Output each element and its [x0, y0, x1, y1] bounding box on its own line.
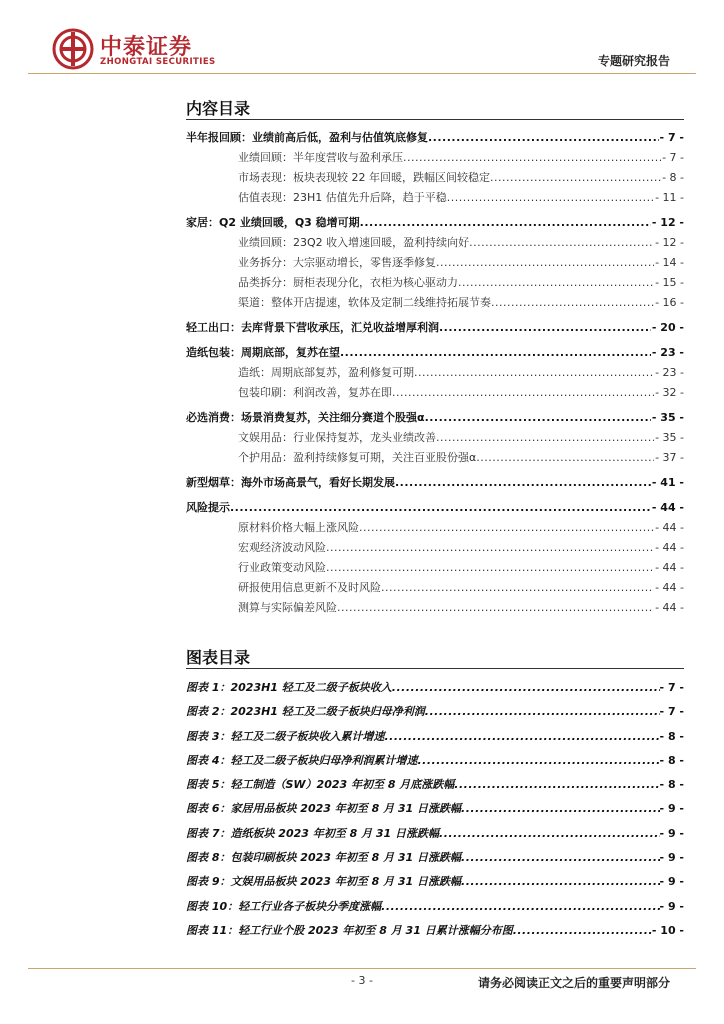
toc-section-entry[interactable]	[186, 473, 684, 493]
toc-entry-page: - 23 -	[651, 346, 684, 359]
figure-entry-page: - 8 -	[659, 778, 684, 792]
toc-leader-dots	[326, 558, 654, 578]
toc-entry-label: 造纸：周期底部复苏，盈利修复可期	[238, 366, 414, 379]
toc-leader-dots	[395, 473, 651, 493]
toc-entry-label: 品类拆分：厨柜表现分化，衣柜为核心驱动力	[238, 276, 458, 289]
toc-leader-dots	[469, 233, 654, 253]
toc-leader-dots	[392, 383, 654, 403]
toc-leader-dots	[428, 128, 659, 148]
toc-entry-page: - 44 -	[655, 581, 684, 594]
toc-section-entry[interactable]	[186, 498, 684, 518]
figure-entry-label: 图表 1：2023H1 轻工及二级子板块收入	[186, 681, 392, 694]
toc-entry-page: - 15 -	[655, 276, 684, 289]
toc-entry-page: - 11 -	[655, 191, 684, 204]
toc-subsection-entry[interactable]	[186, 598, 684, 618]
toc-entry-page: - 7 -	[659, 131, 684, 144]
figure-entry[interactable]	[186, 822, 684, 846]
figure-leader-dots	[454, 773, 659, 797]
page-number: - 3 -	[351, 974, 373, 987]
toc-subsection-entry[interactable]	[186, 233, 684, 253]
toc-entry-page: - 44 -	[651, 501, 684, 514]
toc-leader-dots	[436, 428, 654, 448]
brand-name-cn: 中泰证券	[100, 35, 193, 60]
figure-entry[interactable]	[186, 797, 684, 821]
figure-entry-page: - 8 -	[659, 729, 684, 743]
figure-entry-page: - 8 -	[659, 753, 684, 767]
toc-entry-page: - 44 -	[655, 561, 684, 574]
figure-entry-page: - 9 -	[659, 826, 684, 840]
figures-list	[186, 676, 684, 943]
figure-entry[interactable]	[186, 700, 684, 724]
figure-entry-label: 图表 2：2023H1 轻工及二级子板块归母净利润	[186, 705, 425, 719]
figure-entry-label: 图表 6：家居用品板块 2023 年初至 8 月 31 日涨跌幅	[186, 802, 462, 816]
toc-leader-dots	[359, 518, 654, 538]
toc-entry-label: 研报使用信息更新不及时风险	[238, 581, 381, 594]
toc-subsection-entry[interactable]	[186, 518, 684, 538]
toc-entry-label: 家居：Q2 业绩回暖，Q3 稳增可期	[186, 216, 360, 229]
toc-entry-label: 行业政策变动风险	[238, 561, 326, 574]
figure-entry-page: - 9 -	[659, 875, 684, 889]
figure-entry-page: - 10 -	[651, 923, 684, 937]
toc-leader-dots	[414, 363, 654, 383]
toc-leader-dots	[458, 273, 654, 293]
figure-entry[interactable]	[186, 895, 684, 919]
toc-leader-dots	[476, 448, 654, 468]
figure-leader-dots	[461, 797, 660, 821]
toc-entry-page: - 12 -	[651, 216, 684, 229]
figure-entry-label: 图表 9：文娱用品板块 2023 年初至 8 月 31 日涨跌幅	[186, 875, 462, 889]
figures-title-rule	[186, 668, 684, 669]
toc-subsection-entry[interactable]	[186, 383, 684, 403]
toc-subsection-entry[interactable]	[186, 428, 684, 448]
figure-leader-dots	[461, 870, 660, 894]
toc-entry-label: 半年报回顾：业绩前高后低，盈利与估值筑底修复	[186, 131, 428, 144]
toc-subsection-entry[interactable]	[186, 448, 684, 468]
toc-leader-dots	[326, 538, 654, 558]
figure-leader-dots	[439, 822, 660, 846]
toc-subsection-entry[interactable]	[186, 253, 684, 273]
toc-entry-label: 新型烟草：海外市场高景气，看好长期发展	[186, 476, 395, 489]
toc-leader-dots	[381, 578, 654, 598]
toc-section-entry[interactable]	[186, 128, 684, 148]
figure-entry[interactable]	[186, 919, 684, 943]
figure-entry-page: - 9 -	[659, 851, 684, 865]
toc-entry-label: 业绩回顾：半年度营收与盈利承压	[238, 151, 403, 164]
toc-entry-label: 原材料价格大幅上涨风险	[238, 521, 359, 534]
toc-entry-label: 包装印刷：利润改善，复苏在即	[238, 386, 392, 399]
toc-entry-page: - 35 -	[655, 431, 684, 444]
contents-list	[186, 128, 684, 618]
toc-leader-dots	[340, 343, 651, 363]
figure-entry-label: 图表 8：包装印刷板块 2023 年初至 8 月 31 日涨跌幅	[186, 851, 462, 865]
toc-entry-page: - 37 -	[655, 451, 684, 464]
toc-entry-page: - 7 -	[662, 151, 684, 164]
toc-subsection-entry[interactable]	[186, 293, 684, 313]
figure-leader-dots	[384, 725, 659, 749]
header-divider	[28, 73, 696, 74]
figure-leader-dots	[461, 846, 660, 870]
figure-entry-page: - 9 -	[659, 899, 684, 913]
toc-leader-dots	[439, 318, 651, 338]
footer-divider	[28, 968, 696, 969]
toc-entry-label: 测算与实际偏差风险	[238, 601, 337, 614]
figure-leader-dots	[417, 749, 659, 773]
toc-entry-page: - 41 -	[651, 476, 684, 489]
toc-entry-page: - 44 -	[655, 521, 684, 534]
disclaimer-note: 请务必阅读正文之后的重要声明部分	[477, 976, 670, 990]
figure-entry[interactable]	[186, 846, 684, 870]
brand-name-en: ZHONGTAI SECURITIES	[100, 57, 216, 67]
figure-leader-dots	[513, 919, 652, 943]
figure-entry[interactable]	[186, 870, 684, 894]
figure-entry[interactable]	[186, 749, 684, 773]
toc-leader-dots	[337, 598, 654, 618]
toc-leader-dots	[403, 148, 661, 168]
toc-subsection-entry[interactable]	[186, 188, 684, 208]
figure-leader-dots	[425, 700, 660, 724]
contents-title-rule	[186, 119, 684, 120]
toc-entry-label: 个护用品：盈利持续修复可期，关注百亚股份强α	[238, 451, 477, 464]
toc-entry-label: 文娱用品：行业保持复苏，龙头业绩改善	[238, 431, 436, 444]
toc-section-entry[interactable]	[186, 408, 684, 428]
figure-entry-label: 图表 5：轻工制造（SW）2023 年初至 8 月底涨跌幅	[186, 778, 455, 792]
figure-entry-label: 图表 3：轻工及二级子板块收入累计增速	[186, 729, 385, 743]
toc-leader-dots	[447, 188, 654, 208]
toc-entry-label: 轻工出口：去库背景下营收承压，汇兑收益增厚利润	[186, 321, 439, 334]
report-type: 专题研究报告	[597, 54, 670, 68]
toc-subsection-entry[interactable]	[186, 558, 684, 578]
figure-entry-label: 图表 10：轻工行业各子板块分季度涨幅	[186, 899, 382, 913]
figure-entry-label: 图表 4：轻工及二级子板块归母净利润累计增速	[186, 753, 418, 767]
figure-entry[interactable]	[186, 725, 684, 749]
page-header	[0, 0, 724, 80]
figure-entry[interactable]	[186, 773, 684, 797]
toc-entry-label: 渠道：整体开店提速，软体及定制二线维持拓展节奏	[238, 296, 491, 309]
toc-entry-page: - 14 -	[655, 256, 684, 269]
toc-entry-label: 造纸包装：周期底部，复苏在望	[186, 346, 340, 359]
figures-title: 图表目录	[186, 648, 251, 667]
toc-leader-dots	[491, 293, 654, 313]
contents-title: 内容目录	[186, 99, 251, 118]
toc-entry-label: 业务拆分：大宗驱动增长，零售逐季修复	[238, 256, 436, 269]
toc-entry-page: - 8 -	[662, 171, 684, 184]
toc-entry-page: - 35 -	[651, 411, 684, 424]
toc-subsection-entry[interactable]	[186, 273, 684, 293]
zhongtai-logo-icon	[52, 28, 94, 70]
figure-entry-page: - 9 -	[659, 802, 684, 816]
toc-entry-page: - 16 -	[655, 296, 684, 309]
toc-entry-page: - 12 -	[655, 236, 684, 249]
toc-entry-label: 业绩回顾：23Q2 收入增速回暖，盈利持续向好	[238, 236, 470, 249]
figure-entry-label: 图表 7：造纸板块 2023 年初至 8 月 31 日涨跌幅	[186, 826, 440, 840]
toc-section-entry[interactable]	[186, 213, 684, 233]
toc-entry-page: - 44 -	[655, 601, 684, 614]
figure-entry[interactable]	[186, 676, 684, 700]
toc-entry-page: - 20 -	[651, 321, 684, 334]
toc-entry-label: 必选消费：场景消费复苏，关注细分赛道个股强α	[186, 411, 425, 424]
toc-entry-label: 宏观经济波动风险	[238, 541, 326, 554]
figure-entry-page: - 7 -	[659, 705, 684, 719]
toc-leader-dots	[230, 498, 651, 518]
toc-subsection-entry[interactable]	[186, 168, 684, 188]
toc-entry-label: 市场表现：板块表现较 22 年回暖，跌幅区间较稳定	[238, 171, 490, 184]
toc-entry-page: - 23 -	[655, 366, 684, 379]
figure-leader-dots	[392, 676, 660, 700]
toc-section-entry[interactable]	[186, 343, 684, 363]
figure-leader-dots	[381, 895, 659, 919]
toc-section-entry[interactable]	[186, 318, 684, 338]
toc-subsection-entry[interactable]	[186, 363, 684, 383]
toc-subsection-entry[interactable]	[186, 578, 684, 598]
toc-leader-dots	[436, 253, 654, 273]
toc-subsection-entry[interactable]	[186, 148, 684, 168]
toc-entry-label: 风险提示	[186, 501, 230, 514]
figure-entry-page: - 7 -	[659, 681, 684, 694]
toc-entry-page: - 32 -	[655, 386, 684, 399]
toc-leader-dots	[360, 213, 651, 233]
toc-subsection-entry[interactable]	[186, 538, 684, 558]
toc-leader-dots	[490, 168, 661, 188]
figure-entry-label: 图表 11：轻工行业个股 2023 年初至 8 月 31 日累计涨幅分布图	[186, 923, 513, 937]
toc-leader-dots	[425, 408, 651, 428]
toc-entry-label: 估值表现：23H1 估值先升后降，趋于平稳	[238, 191, 447, 204]
toc-entry-page: - 44 -	[655, 541, 684, 554]
